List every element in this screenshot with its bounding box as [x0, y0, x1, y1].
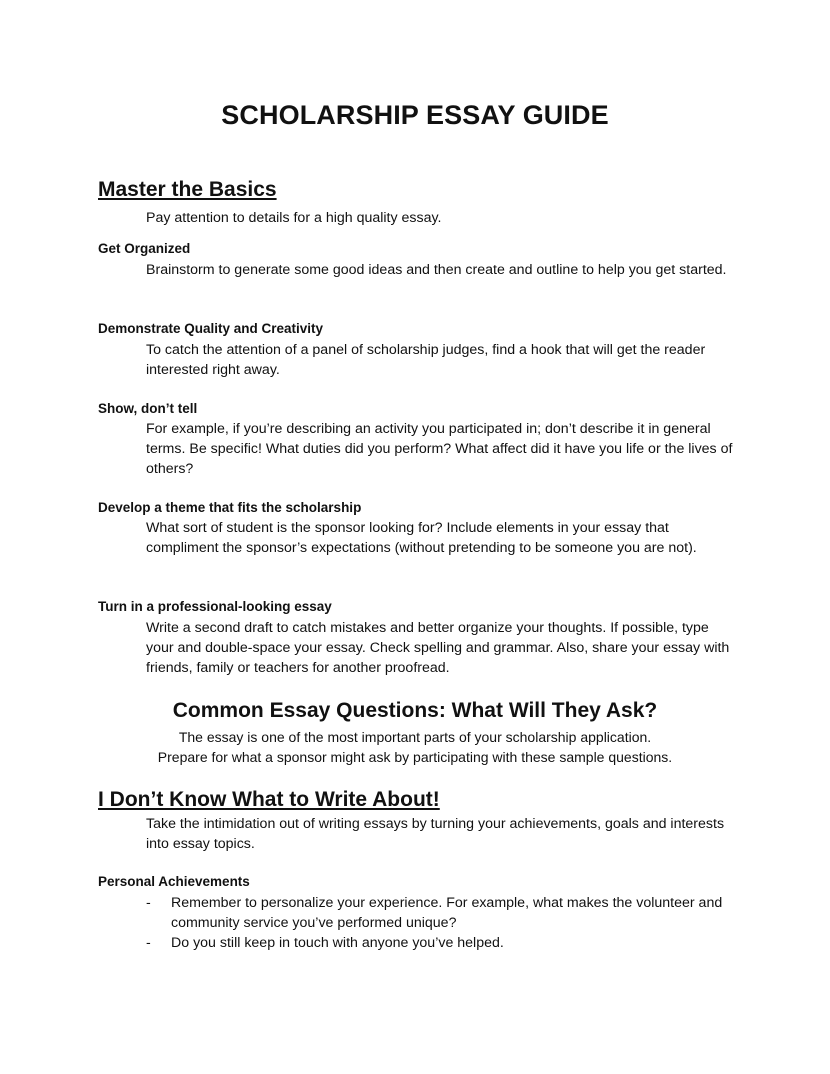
master-basics-text: Pay attention to details for a high quality essay.	[146, 210, 442, 226]
subheading-professional-essay: Turn in a professional-looking essay	[98, 599, 332, 614]
dash-bullet-icon: -	[146, 935, 151, 951]
develop-theme-text: What sort of student is the sponsor looking for? Include elements in your essay that compliment the sponsor’s expectations (without pretending to be someone you are not).	[146, 520, 697, 556]
list-item-text: Remember to personalize your experience. For example, what makes the volunteer and community service you’ve performed unique?	[171, 895, 723, 931]
subheading-quality-creativity: Demonstrate Quality and Creativity	[98, 321, 324, 336]
subheading-get-organized: Get Organized	[98, 241, 191, 256]
professional-essay-text: Write a second draft to catch mistakes and better organize your thoughts. If possible, type your and double-space your essay. Check spelling and grammar. Also, share your essay with friends, family or teachers for another proofread.	[146, 620, 730, 676]
common-questions-line-1: The essay is one of the most important parts of your scholarship application.	[178, 729, 652, 745]
list-item	[146, 933, 746, 953]
list-item-text: Do you still keep in touch with anyone you’ve helped.	[171, 935, 504, 951]
get-organized-text: Brainstorm to generate some good ideas and then create and outline to help you get started.	[146, 262, 727, 278]
show-dont-tell-text: For example, if you’re describing an activity you participated in; don’t describe it in general terms. Be specific! What duties did you perform? What affect did it have you life or the lives of others?	[146, 421, 733, 477]
dont-know-text: Take the intimidation out of writing essays by turning your achievements, goals and interests into essay topics.	[146, 816, 725, 852]
subheading-show-dont-tell: Show, don’t tell	[98, 401, 198, 416]
section-heading-master-basics: Master the Basics	[98, 178, 277, 201]
section-heading-dont-know: I Don’t Know What to Write About!	[98, 788, 440, 811]
document-title: SCHOLARSHIP ESSAY GUIDE	[221, 100, 609, 130]
section-heading-common-questions: Common Essay Questions: What Will They Ask?	[172, 699, 658, 722]
personal-achievements-list	[146, 893, 746, 953]
subheading-develop-theme: Develop a theme that fits the scholarship	[98, 500, 362, 515]
subheading-personal-achievements: Personal Achievements	[98, 874, 250, 889]
dash-bullet-icon: -	[146, 895, 151, 911]
common-questions-line-2: Prepare for what a sponsor might ask by participating with these sample questions.	[157, 749, 673, 765]
list-item	[146, 893, 746, 933]
quality-creativity-text: To catch the attention of a panel of scholarship judges, find a hook that will get the reader interested right away.	[146, 342, 706, 378]
